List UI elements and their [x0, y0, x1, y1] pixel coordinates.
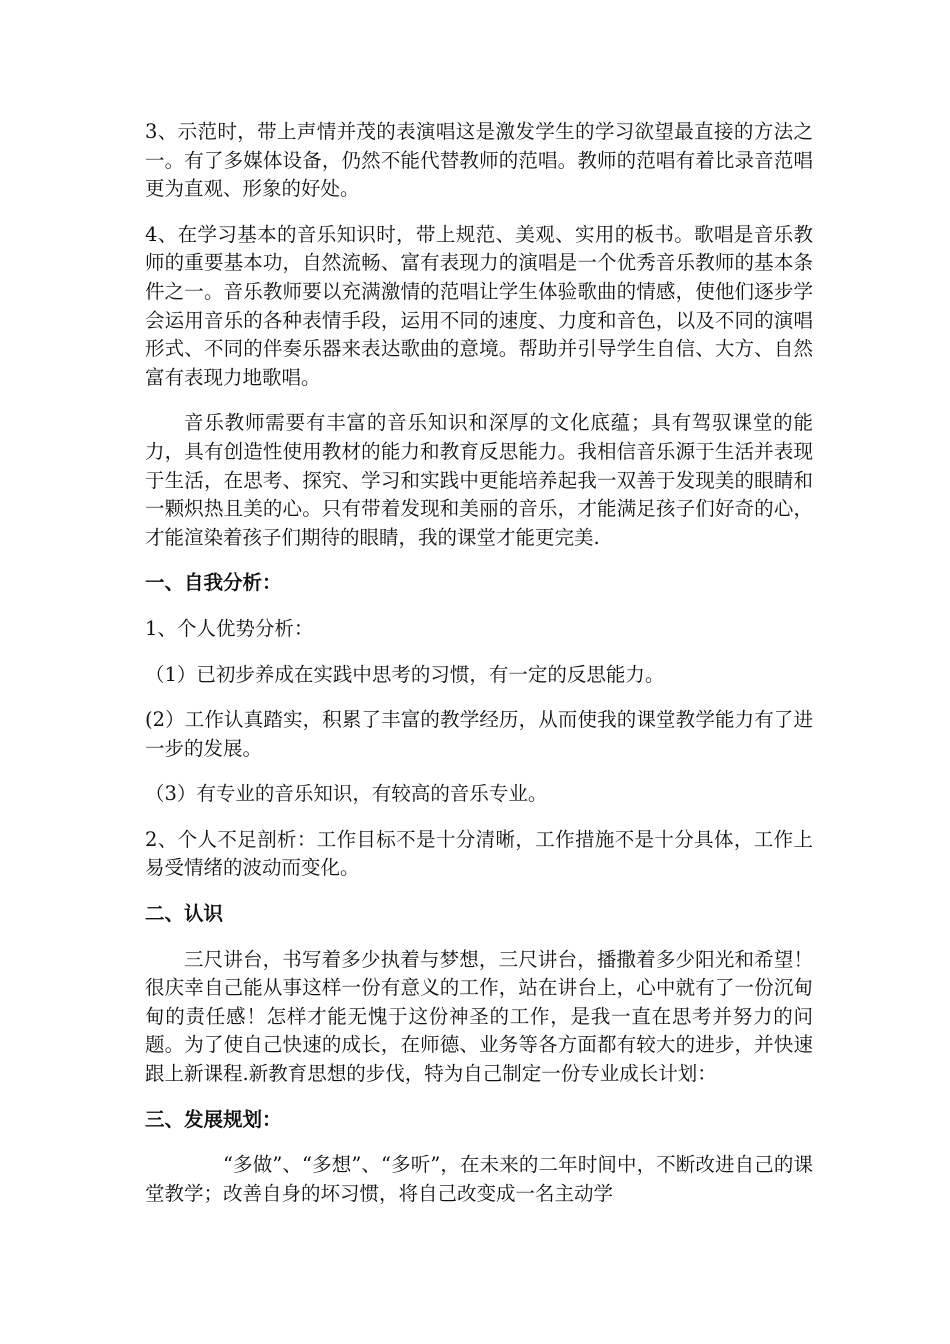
paragraph-teacher-knowledge: 音乐教师需要有丰富的音乐知识和深厚的文化底蕴；具有驾驭课堂的能力，具有创造性使用教材的能力和教育反思能力。我相信音乐源于生活并表现于生活，在思考、探究、学习和实践中更能培养起我一双善于发现美的眼睛和一颗炽热且美的心。只有带着发现和美丽的音乐，才能满足孩子们好奇的心，才能渲染着孩子们期待的眼睛，我的课堂才能更完美.	[145, 411, 813, 549]
section-heading-self-analysis: 一、自我分析：	[145, 571, 282, 595]
strength-item-3: （3）有专业的音乐知识，有较高的音乐专业。	[145, 782, 548, 806]
subheading-strengths: 1、个人优势分析：	[145, 616, 314, 640]
paragraph-development-plan: “多做”、“多想”、“多听”，在未来的二年时间中，不断改进自己的课堂教学；改善自身的坏习惯，将自己改变成一名主动学	[145, 1153, 813, 1205]
section-heading-understanding: 二、认识	[145, 902, 224, 926]
paragraph-understanding: 三尺讲台，书写着多少执着与梦想，三尺讲台，播撒着多少阳光和希望！很庆幸自己能从事这样一份有意义的工作，站在讲台上，心中就有了一份沉甸甸的责任感！怎样才能无愧于这份神圣的工作，是我一直在思考并努力的问题。为了使自己快速的成长，在师德、业务等各方面都有较大的进步，并快速跟上新课程.新教育思想的步伐，特为自己制定一份专业成长计划：	[145, 947, 813, 1086]
section-heading-development-plan: 三、发展规划：	[145, 1107, 282, 1131]
document-page	[145, 118, 813, 1225]
subheading-weaknesses: 2、个人不足剖析：工作目标不是十分清晰，工作措施不是十分具体，工作上易受情绪的波动而变化。	[145, 827, 813, 880]
strength-item-1: （1）已初步养成在实践中思考的习惯，有一定的反思能力。	[145, 662, 665, 686]
paragraph-demonstration: 3、示范时，带上声情并茂的表演唱这是激发学生的学习欲望最直接的方法之一。有了多媒体设备，仍然不能代替教师的范唱。教师的范唱有着比录音范唱更为直观、形象的好处。	[145, 120, 813, 201]
paragraph-blackboard: 4、在学习基本的音乐知识时，带上规范、美观、实用的板书。歌唱是音乐教师的重要基本功，自然流畅、富有表现力的演唱是一个优秀音乐教师的基本条件之一。音乐教师要以充满激情的范唱让学生体验歌曲的情感，使他们逐步学会运用音乐的各种表情手段，运用不同的速度、力度和音色，以及不同的演唱形式、不同的伴奏乐器来表达歌曲的意境。帮助并引导学生自信、大方、自然富有表现力地歌唱。	[145, 222, 813, 389]
strength-item-2: (2）工作认真踏实，积累了丰富的教学经历，从而使我的课堂教学能力有了进一步的发展。	[145, 708, 813, 760]
